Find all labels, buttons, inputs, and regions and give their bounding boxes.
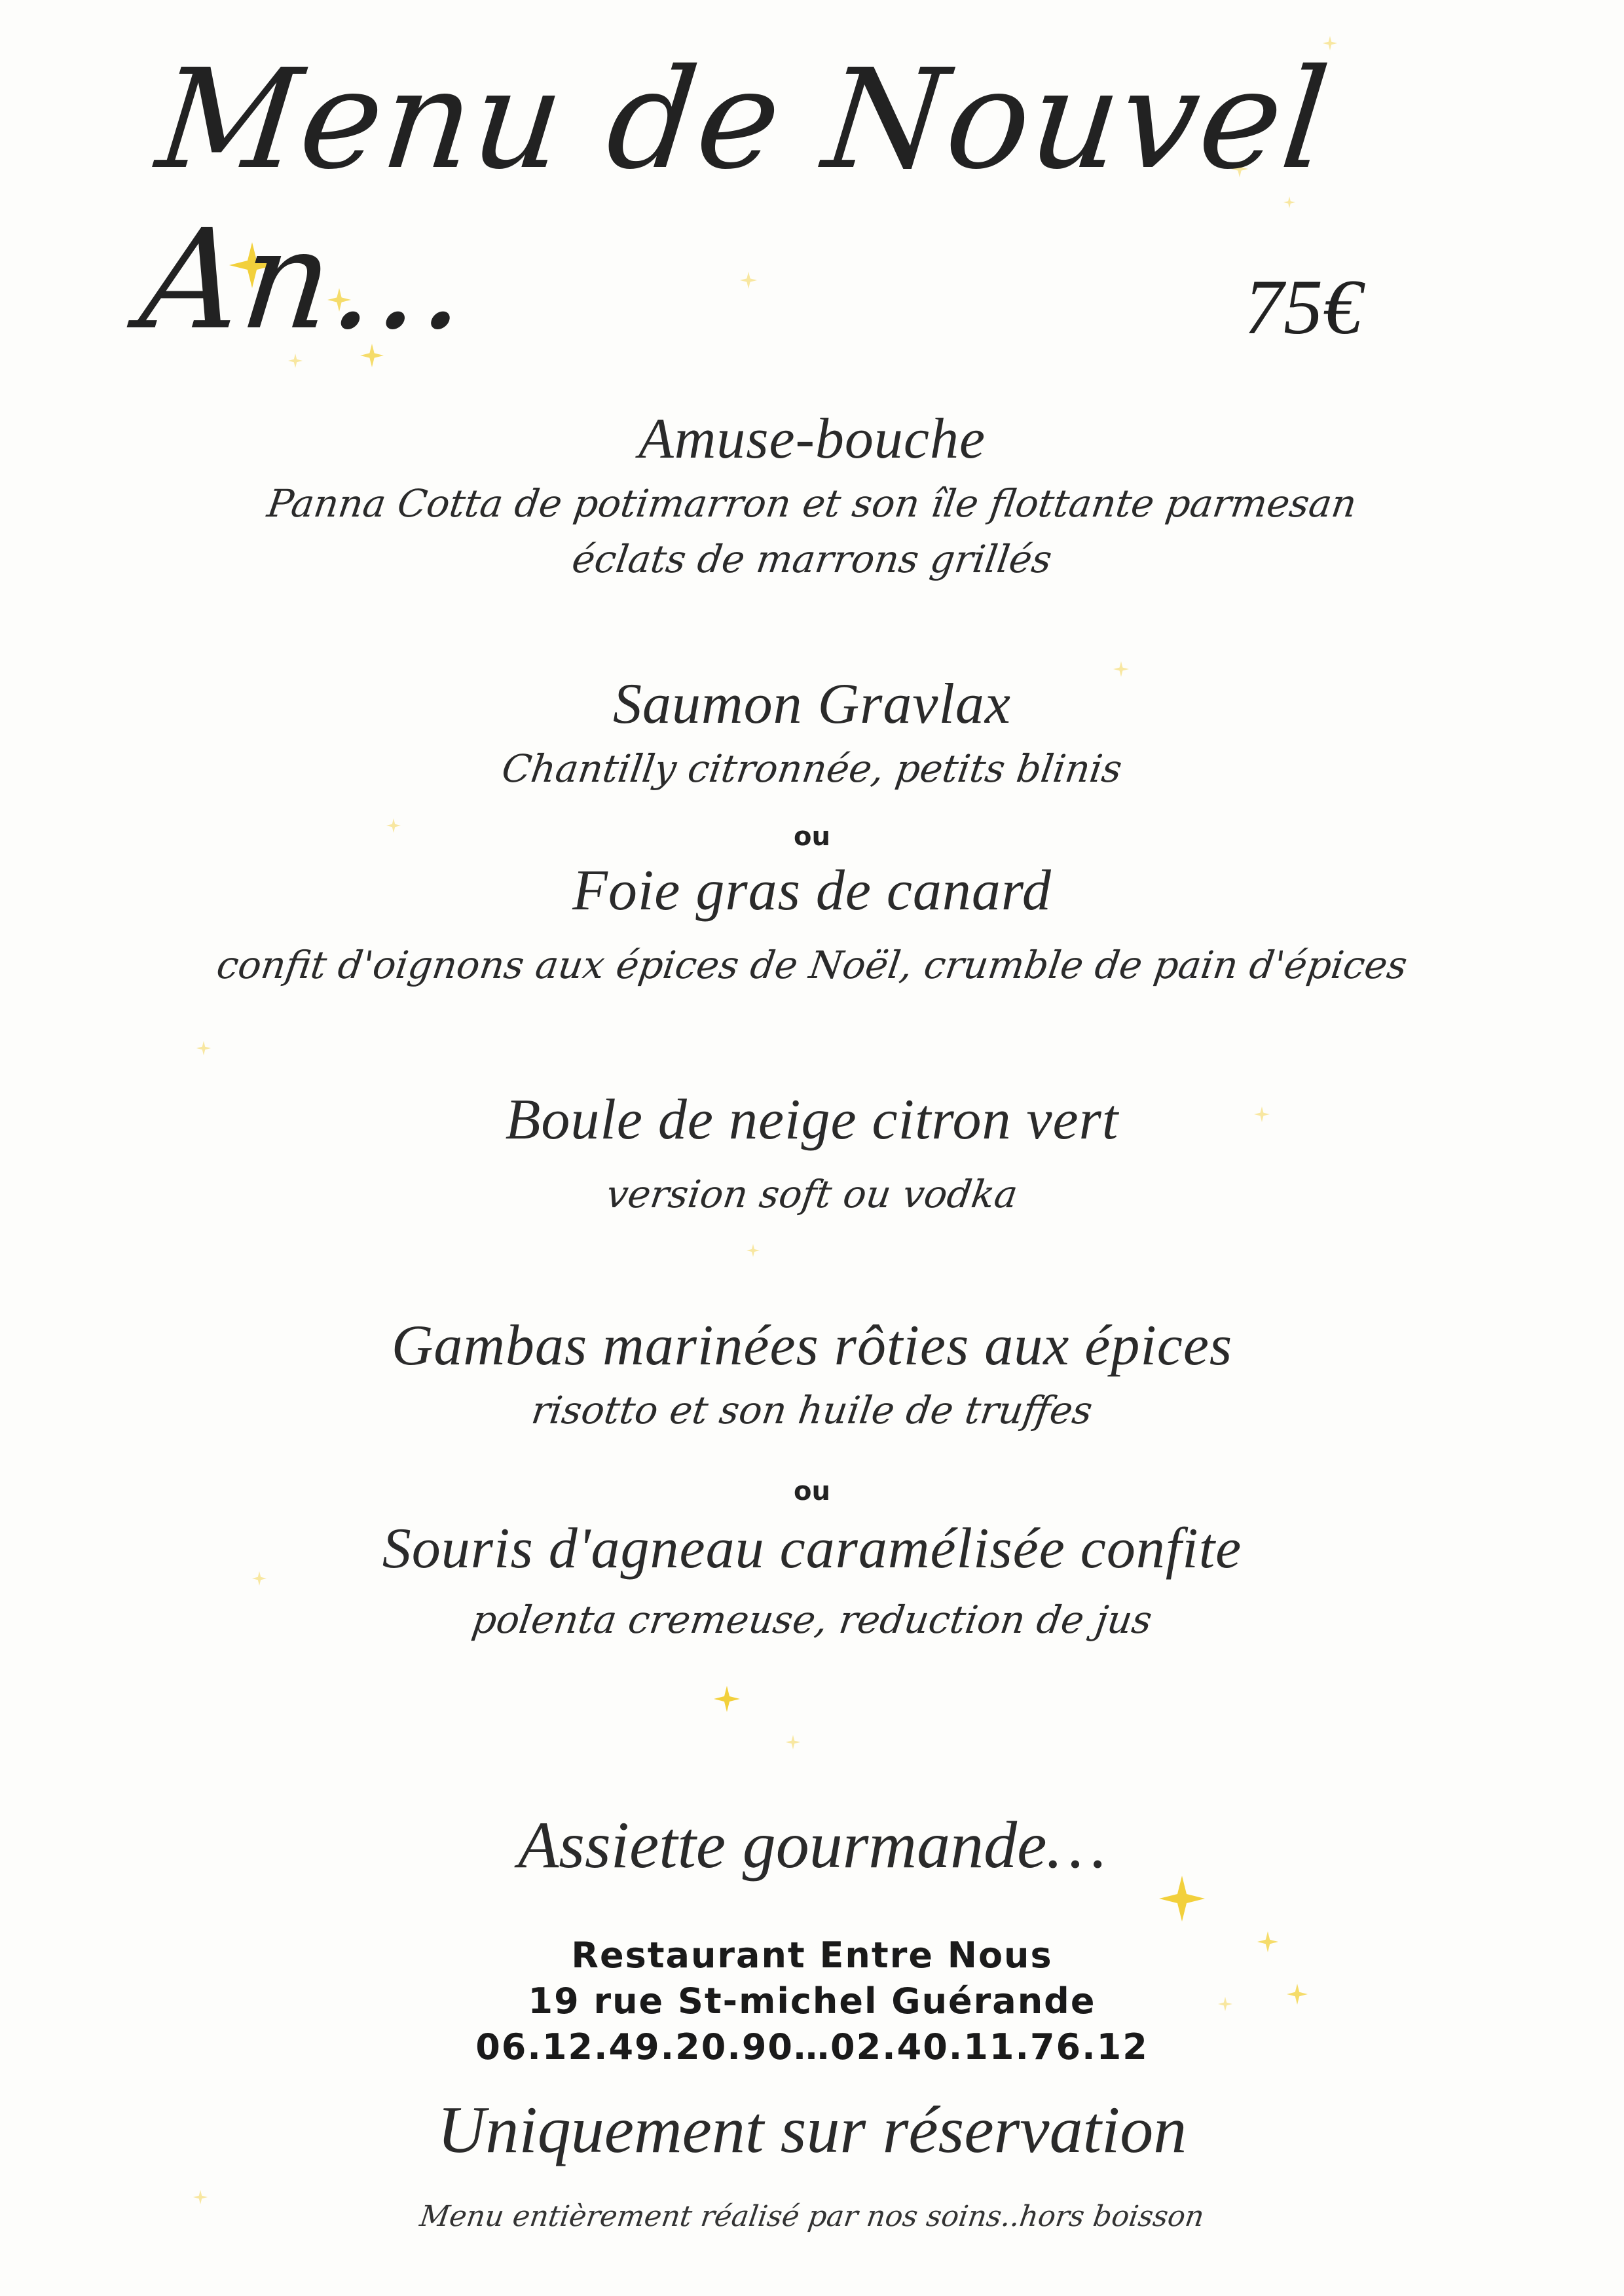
menu-price: 75€ — [1244, 263, 1362, 350]
course-description: confit d'oignons aux épices de Noël, crumble de pain d'épices — [213, 943, 1411, 987]
course-name: Foie gras de canard — [572, 859, 1052, 922]
footer-note: Menu entièrement réalisé par nos soins..hors boisson — [418, 2200, 1206, 2233]
course-name: Saumon Gravlax — [613, 672, 1011, 736]
course-name: Amuse-bouche — [638, 407, 986, 471]
star-icon — [196, 1041, 211, 1055]
restaurant-name: Restaurant Entre Nous — [571, 1935, 1053, 1976]
star-icon — [786, 1735, 800, 1749]
reservation-note: Uniquement sur réservation — [437, 2093, 1187, 2167]
menu-title: Menu de Nouvel An... — [134, 39, 1337, 360]
course-name: Souris d'agneau caramélisée confite — [382, 1517, 1242, 1580]
course-name: Boule de neige citron vert — [505, 1088, 1119, 1152]
or-separator: ou — [794, 822, 830, 852]
or-separator: ou — [794, 1476, 830, 1506]
course-description: Chantilly citronnée, petits blinis — [499, 746, 1125, 791]
course-description: risotto et son huile de truffes — [528, 1388, 1096, 1432]
star-icon — [747, 1244, 760, 1257]
course-description: Panna Cotta de potimarron et son île flottante parmesan — [265, 481, 1359, 526]
restaurant-phones: 06.12.49.20.90…02.40.11.76.12 — [475, 2026, 1149, 2068]
course-description: version soft ou vodka — [603, 1172, 1021, 1216]
course-name: Gambas marinées rôties aux épices — [391, 1314, 1233, 1377]
star-icon — [714, 1686, 740, 1712]
course-description: éclats de marrons grillés — [569, 537, 1055, 581]
dessert-title: Assiette gourmande… — [517, 1808, 1107, 1882]
course-description: polenta cremeuse, reduction de jus — [469, 1597, 1155, 1642]
restaurant-address: 19 rue St-michel Guérande — [528, 1980, 1096, 2022]
